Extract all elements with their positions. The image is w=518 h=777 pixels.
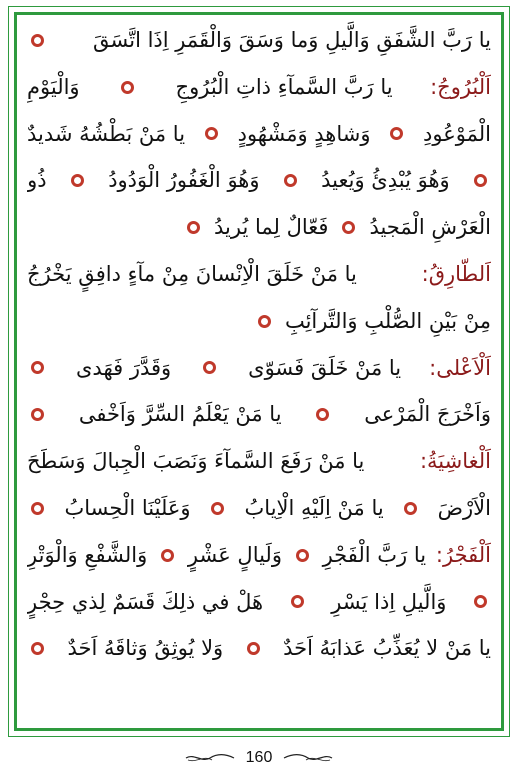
prayer-phrase: وَاَخْرَجَ الْمَرْعى (364, 402, 491, 427)
verse-separator-icon (31, 642, 44, 655)
prayer-phrase: وَعَلَيْنَا الْحِسابُ (64, 495, 191, 520)
surah-name: اَلْغاشِيَةُ: (419, 449, 491, 474)
verse-separator-icon (284, 174, 297, 187)
prayer-phrase: الْمَوْعُودِ (423, 121, 491, 146)
prayer-phrase: یا مَنْ يَعْلَمُ السِّرَّ وَاَخْفى (78, 402, 282, 427)
verse-separator-icon (316, 408, 329, 421)
verse-separator-icon (296, 549, 309, 562)
verse-separator-icon (258, 315, 271, 328)
prayer-phrase: یا مَنْ لا يُعَذِّبُ عَذابَهُ اَحَدٌ (283, 636, 491, 661)
prayer-phrase: هَلْ في ذلِكَ قَسَمٌ لِذي حِجْرٍ (27, 589, 264, 614)
verse-separator-icon (31, 361, 44, 374)
verse-separator-icon (187, 221, 200, 234)
verse-separator-icon (121, 81, 134, 94)
verse-separator-icon (291, 595, 304, 608)
page-number: 160 (245, 749, 273, 766)
surah-name: اَلْبُرُوجُ: (430, 74, 491, 99)
verse-separator-icon (474, 595, 487, 608)
prayer-phrase: الْاَرْضَ (437, 495, 491, 520)
surah-name: اَلْفَجْرُ: (435, 542, 491, 567)
verse-separator-icon (161, 549, 174, 562)
text-line (27, 157, 491, 204)
text-line (27, 298, 491, 345)
text-line (27, 438, 491, 485)
prayer-phrase: یا رَبَّ الْفَجْرِ (322, 542, 427, 567)
prayer-phrase: یا رَبَّ السَّمآءِ ذاتِ الْبُرُوجِ (175, 74, 393, 99)
text-line (27, 532, 491, 579)
surah-name: اَلطّارِقُ: (421, 261, 491, 286)
prayer-phrase: یا مَنْ اِلَيْهِ الْاِيابُ (244, 495, 384, 520)
verse-separator-icon (71, 174, 84, 187)
text-line (27, 204, 491, 251)
verse-separator-icon (474, 174, 487, 187)
prayer-phrase: ذُو (27, 168, 47, 193)
prayer-phrase: وَقَدَّرَ فَهَدى (76, 355, 172, 380)
text-line (27, 17, 491, 64)
prayer-phrase: وَلَيالٍ عَشْرٍ (187, 542, 282, 567)
text-line (27, 625, 491, 672)
footer-ornament-right-icon (282, 751, 334, 765)
verse-separator-icon (205, 127, 218, 140)
text-line (27, 111, 491, 158)
text-line (27, 579, 491, 626)
footer-ornament-left-icon (184, 751, 236, 765)
verse-separator-icon (342, 221, 355, 234)
prayer-phrase: وَشاهِدٍ وَمَشْهُودٍ (237, 121, 371, 146)
prayer-phrase: فَعّالٌ لِما يُريدُ (214, 215, 329, 240)
text-line (27, 391, 491, 438)
verse-separator-icon (31, 408, 44, 421)
text-line (27, 485, 491, 532)
prayer-phrase: یا مَنْ بَطْشُهُ شَديدٌ (27, 121, 186, 146)
prayer-phrase: وَهُوَ يُبْدِئُ وَيُعيدُ (321, 168, 450, 193)
prayer-phrase: الْعَرْشِ الْمَجيدُ (369, 215, 491, 240)
prayer-phrase: وَالْيَوْمِ (27, 74, 80, 99)
verse-separator-icon (31, 34, 44, 47)
verse-separator-icon (203, 361, 216, 374)
verse-separator-icon (247, 642, 260, 655)
verse-separator-icon (31, 502, 44, 515)
prayer-phrase: مِنْ بَيْنِ الصُّلْبِ وَالتَّرآئِبِ (284, 308, 491, 333)
text-line (27, 345, 491, 392)
prayer-text-block (27, 17, 491, 730)
prayer-phrase: یا مَنْ رَفَعَ السَّمآءَ وَنَصَبَ الْجِبالَ وَسَطَحَ (27, 449, 365, 474)
prayer-phrase: وَلا يُوثِقُ وَثاقَهُ اَحَدٌ (67, 636, 224, 661)
surah-name: اَلْاَعْلى: (429, 355, 491, 380)
prayer-phrase: یا رَبَّ الشَّفَقِ وَالَّیلِ وَما وَسَقَ وَالْقَمَرِ اِذَا اتَّسَقَ (93, 28, 491, 52)
page-frame (8, 6, 510, 737)
page-footer (0, 744, 518, 772)
prayer-phrase: وَالشَّفْعِ وَالْوَتْرِ (27, 542, 148, 567)
verse-separator-icon (404, 502, 417, 515)
verse-separator-icon (390, 127, 403, 140)
prayer-phrase: یا مَنْ خَلَقَ الْاِنْسانَ مِنْ مآءٍ دافِقٍ يَخْرُجُ (27, 261, 357, 286)
verse-separator-icon (211, 502, 224, 515)
text-line (27, 64, 491, 111)
prayer-phrase: یا مَنْ خَلَقَ فَسَوّى (248, 355, 402, 380)
text-line (27, 251, 491, 298)
prayer-phrase: وَهُوَ الْغَفُورُ الْوَدُودُ (108, 168, 260, 193)
prayer-phrase: وَالَّيلِ اِذا يَسْرِ (331, 589, 447, 614)
